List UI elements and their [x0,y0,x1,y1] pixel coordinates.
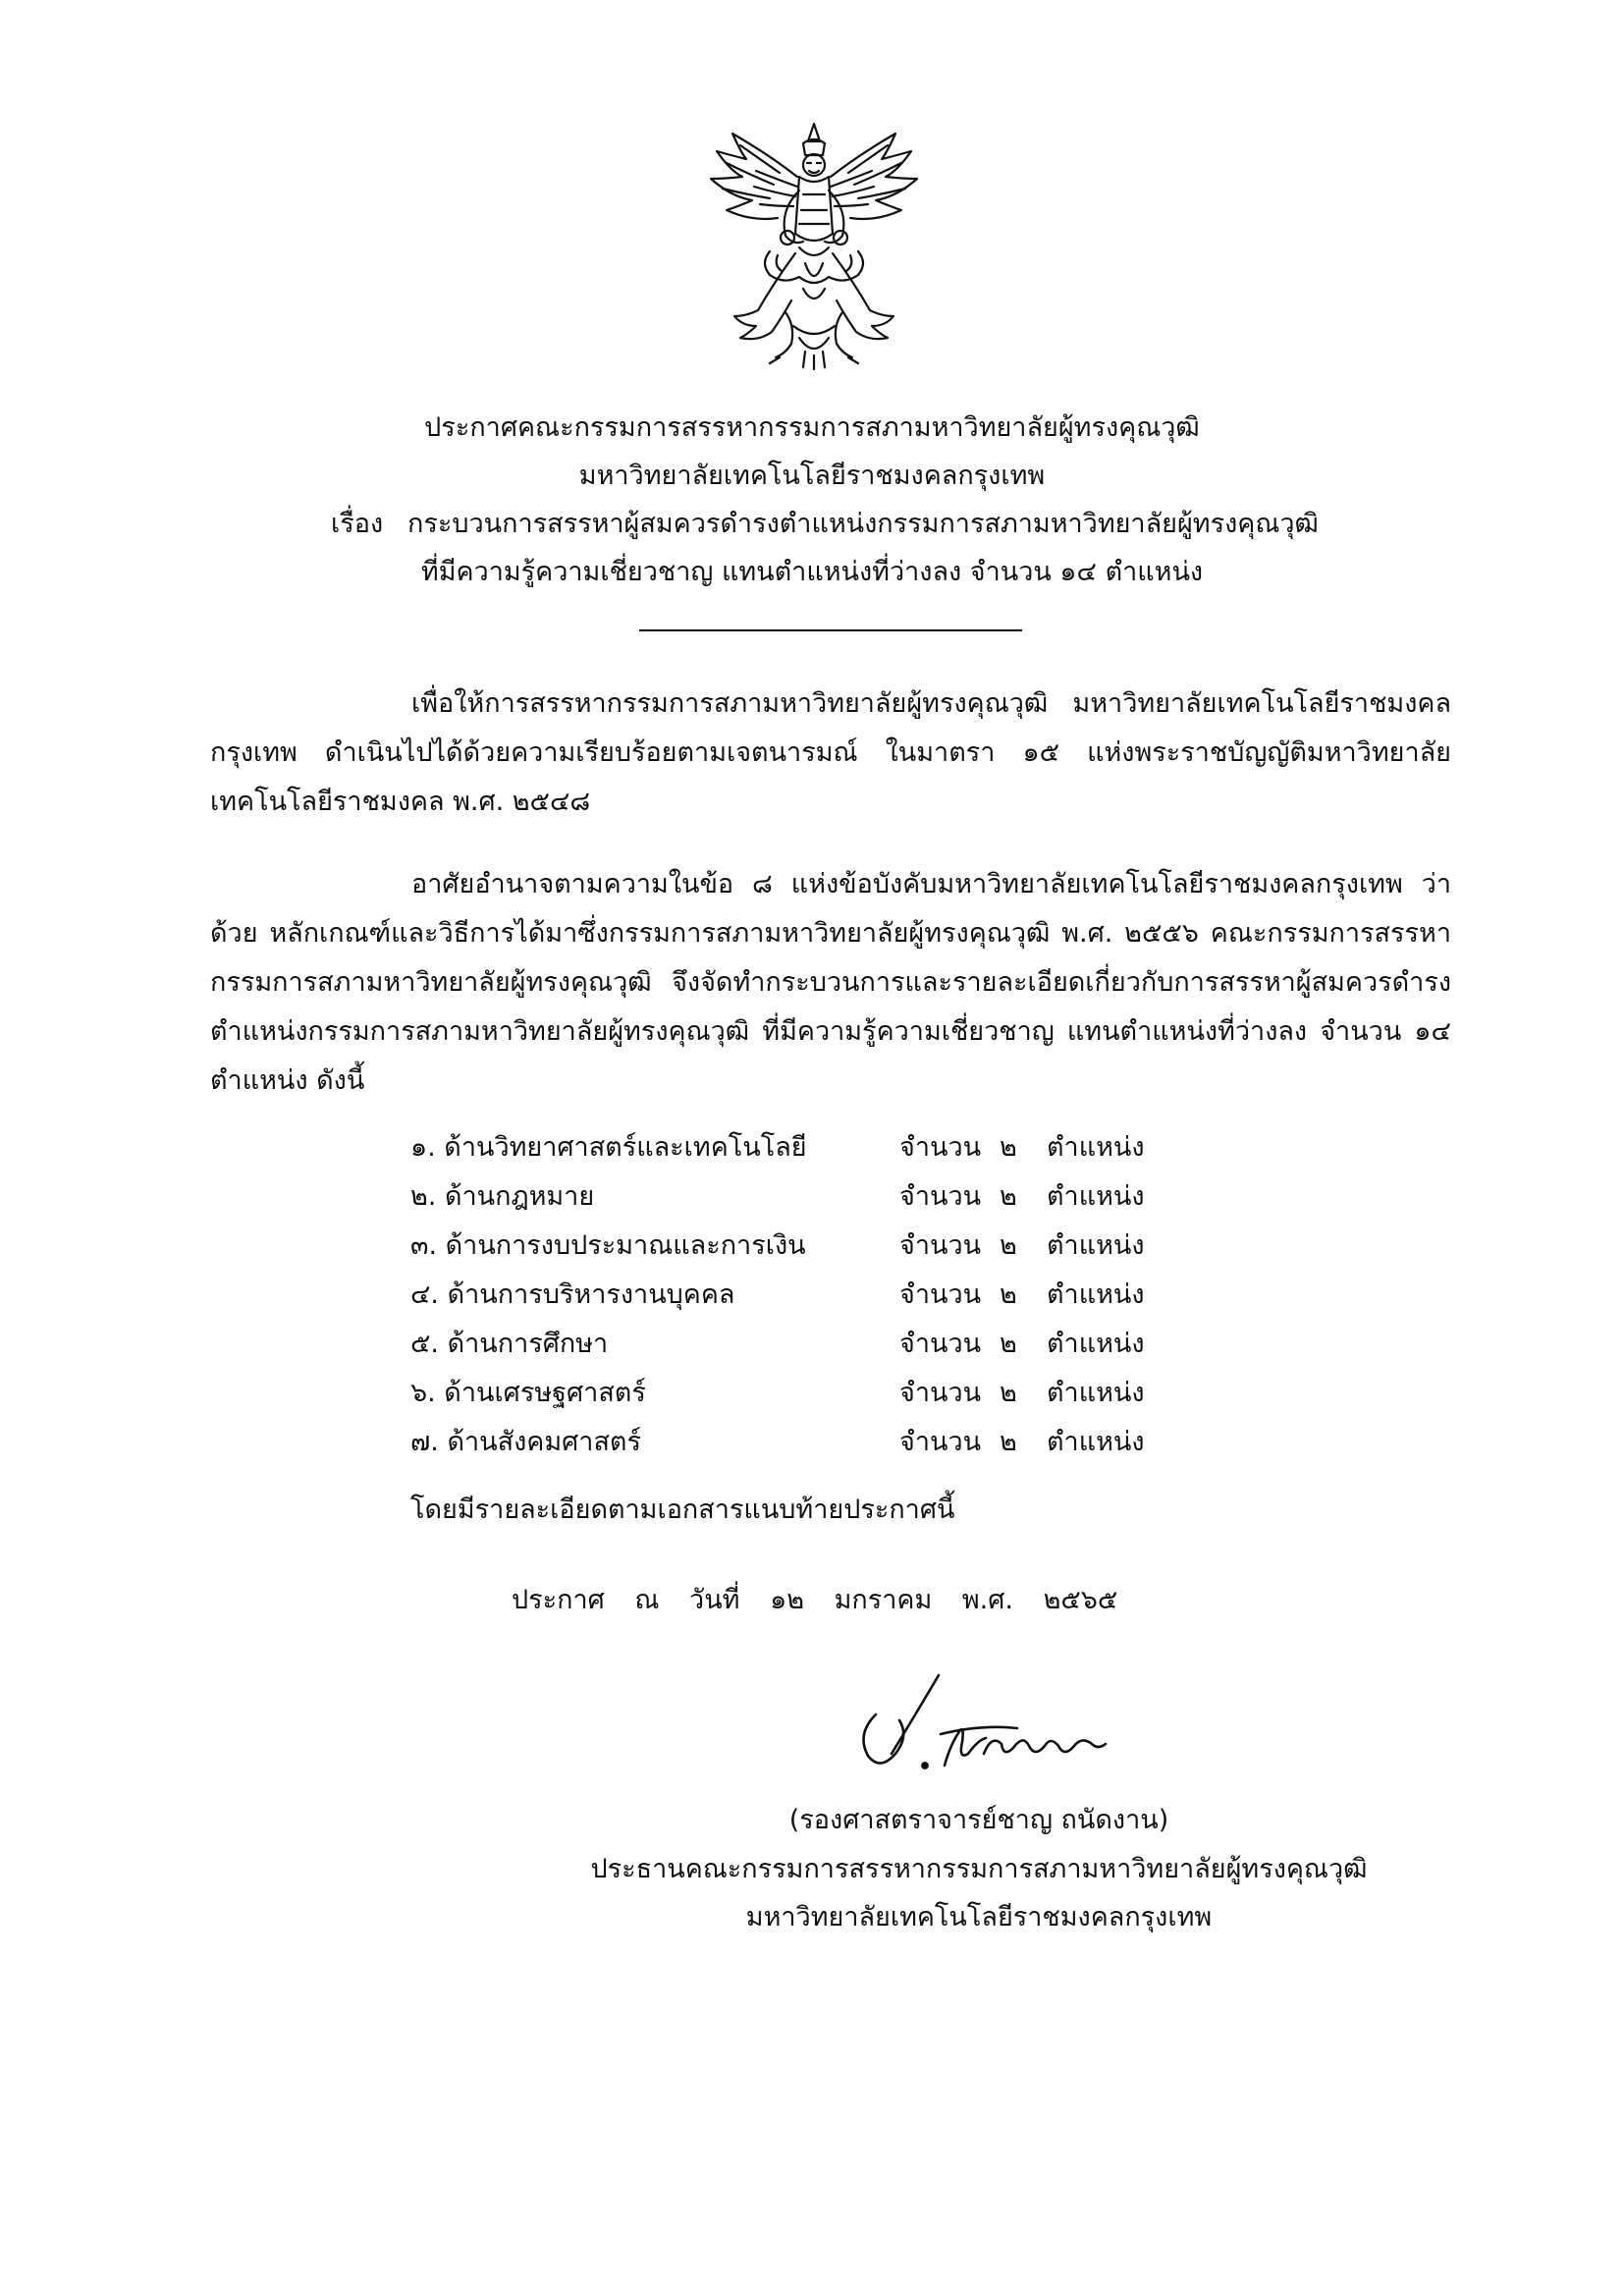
header-divider [639,629,1022,631]
list-item [410,1269,1196,1318]
count-label: จำนวน [899,1328,982,1359]
count-unit: ตำแหน่ง [1047,1229,1145,1261]
position-name: ๑. ด้านวิทยาศาสตร์และเทคโนโลยี [410,1131,807,1163]
day-label: วันที่ [689,1585,740,1615]
count-value: ๒ [1000,1131,1017,1163]
count-value: ๒ [1000,1229,1017,1261]
signer-title: ประธานคณะกรรมการสรรหากรรมการสภามหาวิทยาลัยผู้ทรงคุณวุฒิ [590,1854,1368,1884]
count-value: ๒ [1000,1180,1017,1212]
subject-label: เรื่อง [331,509,384,539]
announcement-date [512,1583,1139,1618]
intro-paragraph: เพื่อให้การสรรหากรรมการสภามหาวิทยาลัยผู้ทรงคุณวุฒิ มหาวิทยาลัยเทคโนโลยีราชมงคลกรุงเทพ ดำเนินไปได้ด้วยความเรียบร้อยตามเจตนารมณ์ ในมาตรา ๑๕ แห่งพระราชบัญญัติมหาวิทยาลัยเทคโนโลยีราชมงคล พ.ศ. ๒๕๔๘ [210,688,1451,817]
announcement-title-line1: ประกาศคณะกรรมการสรรหากรรมการสภามหาวิทยาลัยผู้ทรงคุณวุฒิ [424,412,1200,443]
handwritten-signature-icon [835,1669,1129,1787]
count-label: จำนวน [899,1279,982,1310]
count-value: ๒ [1000,1279,1017,1310]
signer-name: (รองศาสตราจารย์ชาญ ถนัดงาน) [788,1805,1169,1835]
university-name: มหาวิทยาลัยเทคโนโลยีราชมงคลกรุงเทพ [578,461,1046,491]
count-unit: ตำแหน่ง [1047,1279,1145,1310]
subject-text-line1: กระบวนการสรรหาผู้สมควรดำรงตำแหน่งกรรมการสภามหาวิทยาลัยผู้ทรงคุณวุฒิ [407,509,1319,539]
count-label: จำนวน [899,1377,982,1408]
list-item [410,1170,1196,1220]
list-item [410,1318,1196,1367]
subject-text-line2: ที่มีความรู้ความเชี่ยวชาญ แทนตำแหน่งที่ว่างลง จำนวน ๑๔ ตำแหน่ง [420,557,1204,587]
count-unit: ตำแหน่ง [1047,1377,1145,1408]
count-label: จำนวน [899,1426,982,1457]
count-label: จำนวน [899,1180,982,1212]
positions-list [410,1121,1196,1465]
count-unit: ตำแหน่ง [1047,1180,1145,1212]
closing-statement: โดยมีรายละเอียดตามเอกสารแนบท้ายประกาศนี้ [410,1495,955,1525]
at-word: ณ [634,1585,660,1615]
count-unit: ตำแหน่ง [1047,1131,1145,1163]
era-label: พ.ศ. [961,1585,1013,1615]
list-item [410,1416,1196,1465]
count-value: ๒ [1000,1328,1017,1359]
list-item [410,1367,1196,1416]
count-label: จำนวน [899,1131,982,1163]
day-value: ๑๒ [770,1585,804,1615]
count-unit: ตำแหน่ง [1047,1426,1145,1457]
subject-line [331,507,1319,542]
month-value: มกราคม [834,1585,933,1615]
position-name: ๒. ด้านกฎหมาย [410,1180,595,1212]
position-name: ๗. ด้านสังคมศาสตร์ [410,1426,641,1457]
announce-word: ประกาศ [512,1585,605,1615]
list-item [410,1121,1196,1170]
position-name: ๕. ด้านการศึกษา [410,1328,609,1359]
garuda-emblem-icon [701,116,927,373]
count-label: จำนวน [899,1229,982,1261]
authority-paragraph: อาศัยอำนาจตามความในข้อ ๘ แห่งข้อบังคับมหาวิทยาลัยเทคโนโลยีราชมงคลกรุงเทพ ว่าด้วย หลักเกณฑ์และวิธีการได้มาซึ่งกรรมการสภามหาวิทยาลัยผู้ทรงคุณวุฒิ พ.ศ. ๒๕๕๖ คณะกรรมการสรรหากรรมการสภามหาวิทยาลัยผู้ทรงคุณวุฒิ จึงจัดทำกระบวนการและรายละเอียดเกี่ยวกับการสรรหาผู้สมควรดำรงตำแหน่งกรรมการสภามหาวิทยาลัยผู้ทรงคุณวุฒิ ที่มีความรู้ความเชี่ยวชาญ แทนตำแหน่งที่ว่างลง จำนวน ๑๔ ตำแหน่ง ดังนี้ [210,869,1451,1096]
position-name: ๓. ด้านการงบประมาณและการเงิน [410,1229,806,1261]
count-value: ๒ [1000,1426,1017,1457]
signer-organization: มหาวิทยาลัยเทคโนโลยีราชมงคลกรุงเทพ [745,1902,1213,1932]
count-value: ๒ [1000,1377,1017,1408]
list-item [410,1220,1196,1269]
position-name: ๔. ด้านการบริหารงานบุคคล [410,1279,735,1310]
year-value: ๒๕๖๕ [1043,1585,1118,1615]
count-unit: ตำแหน่ง [1047,1328,1145,1359]
position-name: ๖. ด้านเศรษฐศาสตร์ [410,1377,646,1408]
